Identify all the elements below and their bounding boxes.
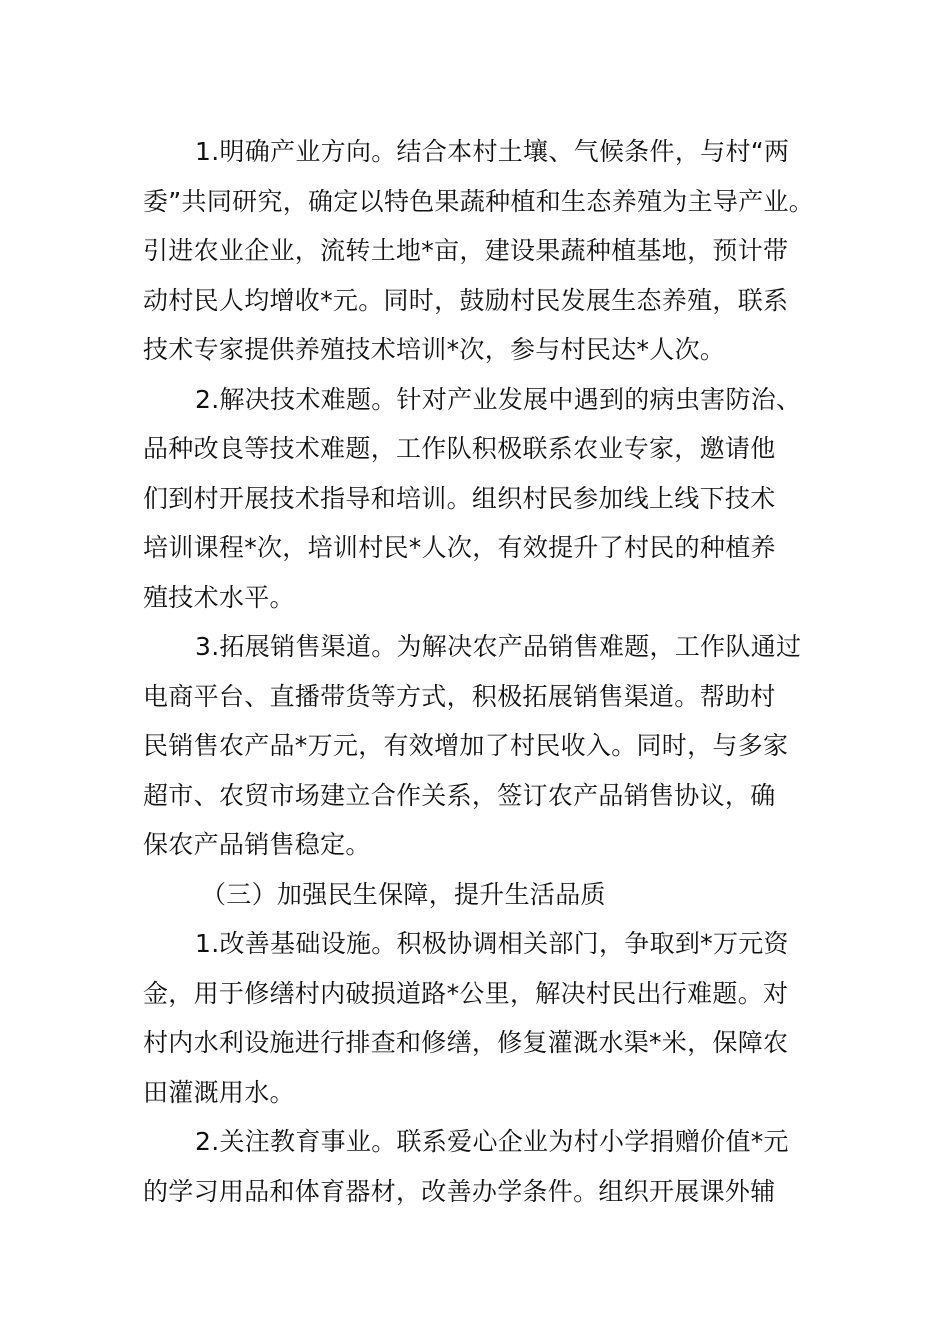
heading-line: （三）加强民生保障，提升生活品质 xyxy=(201,879,606,909)
document-body xyxy=(143,127,815,1216)
text-line: 培训课程*次，培训村民*人次，有效提升了村民的种植养 xyxy=(143,533,776,562)
text-line: 民销售农产品*万元，有效增加了村民收入。同时，与多家 xyxy=(143,731,789,760)
text-line: 的学习用品和体育器材，改善办学条件。组织开展课外辅 xyxy=(143,1176,776,1206)
text-line: 委”共同研究，确定以特色果蔬种植和生态养殖为主导产业。 xyxy=(143,186,815,216)
text-line: 保农产品销售稳定。 xyxy=(143,830,371,859)
text-line: 动村民人均增收*元。同时，鼓励村民发展生态养殖，联系 xyxy=(143,285,789,315)
text-line: 超市、农贸市场建立合作关系，签订农产品销售协议，确 xyxy=(143,780,776,810)
paragraph-sales-channels xyxy=(143,622,807,870)
text-line: 品种改良等技术难题，工作队积极联系农业专家，邀请他 xyxy=(143,434,776,463)
text-line: 村内水利设施进行排查和修缮，修复灌溉水渠*米，保障农 xyxy=(143,1028,789,1057)
text-line: 2.解决技术难题。针对产业发展中遇到的病虫害防治、 xyxy=(195,384,802,414)
paragraph-education xyxy=(143,1117,807,1216)
text-line: 电商平台、直播带货等方式，积极拓展销售渠道。帮助村 xyxy=(143,681,776,711)
text-line: 3.拓展销售渠道。为解决农产品销售难题，工作队通过 xyxy=(195,632,802,661)
paragraph-technical-problems xyxy=(143,375,807,623)
paragraph-infrastructure xyxy=(143,919,807,1117)
paragraph-industry-direction xyxy=(143,127,815,375)
text-line: 引进农业企业，流转土地*亩，建设果蔬种植基地，预计带 xyxy=(143,236,789,265)
text-line: 们到村开展技术指导和培训。组织村民参加线上线下技术 xyxy=(143,483,776,513)
section-heading-livelihood xyxy=(143,870,807,920)
text-line: 技术专家提供养殖技术培训*次，参与村民达*人次。 xyxy=(143,335,726,364)
text-line: 1.改善基础设施。积极协调相关部门，争取到*万元资 xyxy=(195,929,789,958)
text-line: 田灌溉用水。 xyxy=(143,1077,295,1107)
text-line: 殖技术水平。 xyxy=(143,582,295,612)
text-line: 1.明确产业方向。结合本村土壤、气候条件，与村“两 xyxy=(195,137,790,166)
text-line: 2.关注教育事业。联系爱心企业为村小学捐赠价值*元 xyxy=(195,1127,789,1156)
text-line: 金，用于修缮村内破损道路*公里，解决村民出行难题。对 xyxy=(143,978,789,1008)
